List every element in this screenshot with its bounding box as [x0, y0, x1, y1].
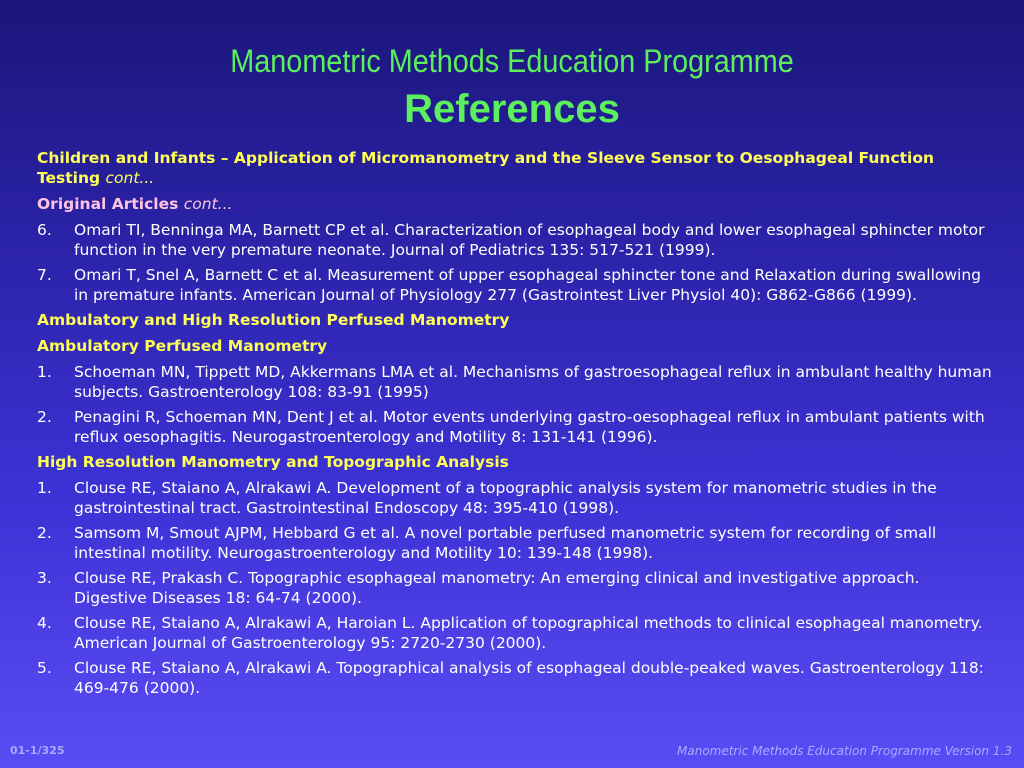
reference-text: Clouse RE, Staiano A, Alrakawi A. Development of a topographic analysis system for manometric studies in the gastrointestinal tract. Gastrointestinal Endoscopy 48: 395-410 (1998). — [74, 479, 937, 517]
section-heading-text: Children and Infants – Application of Micromanometry and the Sleeve Sensor to Oesophageal Function Testing — [37, 149, 935, 187]
reference-number: 1. — [37, 363, 52, 381]
references-content — [37, 148, 997, 703]
reference-text: Samsom M, Smout AJPM, Hebbard G et al. A novel portable perfused manometric system for recording of small intestinal motility. Neurogastroenterology and Motility 10: 139-148 (1998). — [74, 524, 937, 562]
subheading-cont: cont... — [183, 195, 233, 213]
subheading-text: Original Articles — [37, 195, 179, 213]
reference-number: 2. — [37, 524, 52, 542]
reference-item — [37, 613, 997, 653]
slide-number: 01-1/325 — [10, 744, 65, 757]
reference-number: 4. — [37, 614, 52, 632]
reference-number: 7. — [37, 266, 52, 284]
reference-text: Clouse RE, Staiano A, Alrakawi A. Topographical analysis of esophageal double-peaked waves. Gastroenterology 118: 469-476 (2000). — [74, 659, 984, 697]
subheading-ambulatory-perfused: Ambulatory Perfused Manometry — [37, 337, 328, 355]
reference-text: Schoeman MN, Tippett MD, Akkermans LMA et al. Mechanisms of gastroesophageal reflux in ambulant healthy human subjects. Gastroenterology 108: 83-91 (1995) — [74, 363, 992, 401]
reference-item — [37, 523, 997, 563]
reference-item — [37, 478, 997, 518]
reference-item — [37, 220, 997, 260]
reference-text: Penagini R, Schoeman MN, Dent J et al. Motor events underlying gastro-oesophageal reflux in ambulant patients with reflux oesophagitis. Neurogastroenterology and Motility 8: 131-141 (1996). — [74, 408, 985, 446]
reference-item — [37, 407, 997, 447]
reference-number: 5. — [37, 659, 52, 677]
footer-version: Manometric Methods Education Programme Version 1.3 — [677, 744, 1012, 758]
reference-item — [37, 658, 997, 698]
slide-subtitle: References — [404, 87, 620, 131]
reference-text: Omari T, Snel A, Barnett C et al. Measurement of upper esophageal sphincter tone and Relaxation during swallowing in premature infants. American Journal of Physiology 277 (Gastrointest Liver Physiol 40): G862-G866 (1999). — [74, 266, 982, 304]
reference-item — [37, 568, 997, 608]
reference-number: 3. — [37, 569, 52, 587]
reference-number: 6. — [37, 221, 52, 239]
reference-number: 2. — [37, 408, 52, 426]
reference-item — [37, 265, 997, 305]
reference-text: Omari TI, Benninga MA, Barnett CP et al. Characterization of esophageal body and lower esophageal sphincter motor function in the very premature neonate. Journal of Pediatrics 135: 517-521 (1999). — [74, 221, 985, 259]
slide-title: Manometric Methods Education Programme — [230, 43, 794, 79]
section-heading-children — [37, 148, 997, 188]
section-heading-cont: cont... — [105, 169, 155, 187]
reference-text: Clouse RE, Prakash C. Topographic esophageal manometry: An emerging clinical and investigative approach. Digestive Diseases 18: 64-74 (2000). — [74, 569, 920, 607]
reference-item — [37, 362, 997, 402]
reference-number: 1. — [37, 479, 52, 497]
reference-text: Clouse RE, Staiano A, Alrakawi A, Haroian L. Application of topographical methods to clinical esophageal manometry. American Journal of Gastroenterology 95: 2720-2730 (2000). — [74, 614, 983, 652]
section-heading-high-resolution: High Resolution Manometry and Topographic Analysis — [37, 453, 509, 471]
section-heading-ambulatory: Ambulatory and High Resolution Perfused Manometry — [37, 311, 510, 329]
subheading-original-articles — [37, 194, 997, 214]
